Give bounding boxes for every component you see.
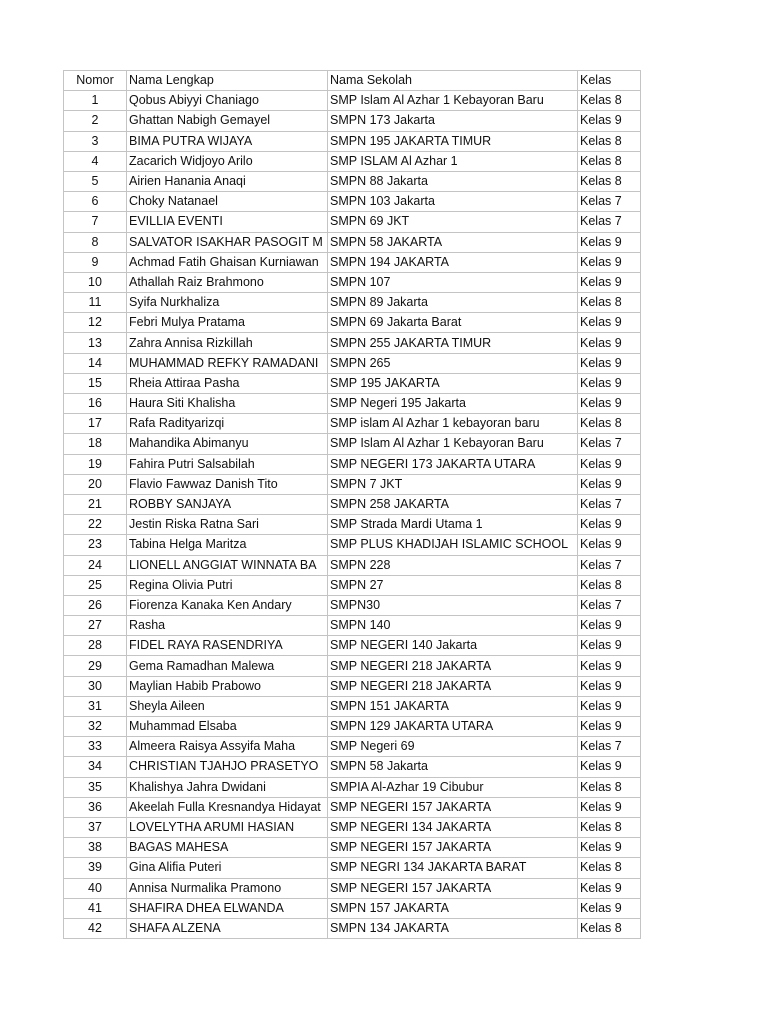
cell-nomor: 34 bbox=[64, 757, 127, 777]
table-row bbox=[64, 616, 641, 636]
cell-nama-lengkap: Annisa Nurmalika Pramono bbox=[127, 878, 328, 898]
cell-nomor: 31 bbox=[64, 696, 127, 716]
table-row bbox=[64, 918, 641, 938]
cell-nomor: 30 bbox=[64, 676, 127, 696]
cell-nomor: 32 bbox=[64, 717, 127, 737]
cell-nama-sekolah: SMP Islam Al Azhar 1 Kebayoran Baru bbox=[328, 91, 578, 111]
cell-nama-lengkap: MUHAMMAD REFKY RAMADANI bbox=[127, 353, 328, 373]
cell-kelas: Kelas 8 bbox=[578, 151, 641, 171]
cell-kelas: Kelas 9 bbox=[578, 797, 641, 817]
cell-kelas: Kelas 9 bbox=[578, 636, 641, 656]
cell-nama-lengkap: BAGAS MAHESA bbox=[127, 838, 328, 858]
cell-nama-lengkap: Rheia Attiraa Pasha bbox=[127, 373, 328, 393]
cell-nama-sekolah: SMPN 58 JAKARTA bbox=[328, 232, 578, 252]
cell-nama-sekolah: SMP NEGERI 134 JAKARTA bbox=[328, 817, 578, 837]
table-row bbox=[64, 656, 641, 676]
cell-nama-lengkap: Tabina Helga Maritza bbox=[127, 535, 328, 555]
table-row bbox=[64, 595, 641, 615]
cell-nama-lengkap: Rasha bbox=[127, 616, 328, 636]
cell-nomor: 3 bbox=[64, 131, 127, 151]
cell-nama-sekolah: SMPN 151 JAKARTA bbox=[328, 696, 578, 716]
table-row bbox=[64, 757, 641, 777]
cell-nomor: 41 bbox=[64, 898, 127, 918]
cell-nomor: 24 bbox=[64, 555, 127, 575]
cell-kelas: Kelas 7 bbox=[578, 595, 641, 615]
cell-nama-lengkap: SHAFA ALZENA bbox=[127, 918, 328, 938]
table-row bbox=[64, 434, 641, 454]
cell-nama-sekolah: SMP PLUS KHADIJAH ISLAMIC SCHOOL bbox=[328, 535, 578, 555]
table-row bbox=[64, 111, 641, 131]
cell-nama-lengkap: Haura Siti Khalisha bbox=[127, 394, 328, 414]
cell-nama-lengkap: Almeera Raisya Assyifa Maha bbox=[127, 737, 328, 757]
cell-nomor: 19 bbox=[64, 454, 127, 474]
cell-nama-sekolah: SMPN 140 bbox=[328, 616, 578, 636]
cell-kelas: Kelas 7 bbox=[578, 555, 641, 575]
cell-nama-sekolah: SMPN 255 JAKARTA TIMUR bbox=[328, 333, 578, 353]
cell-nama-sekolah: SMPN 69 Jakarta Barat bbox=[328, 313, 578, 333]
table-row bbox=[64, 858, 641, 878]
cell-nama-sekolah: SMPN 89 Jakarta bbox=[328, 293, 578, 313]
cell-nama-lengkap: Regina Olivia Putri bbox=[127, 575, 328, 595]
cell-nomor: 11 bbox=[64, 293, 127, 313]
table-row bbox=[64, 878, 641, 898]
cell-kelas: Kelas 9 bbox=[578, 373, 641, 393]
cell-nomor: 20 bbox=[64, 474, 127, 494]
table-row bbox=[64, 192, 641, 212]
table-row bbox=[64, 333, 641, 353]
cell-kelas: Kelas 9 bbox=[578, 313, 641, 333]
cell-nama-sekolah: SMPN 173 Jakarta bbox=[328, 111, 578, 131]
cell-nama-sekolah: SMP NEGERI 157 JAKARTA bbox=[328, 878, 578, 898]
cell-nama-lengkap: Airien Hanania Anaqi bbox=[127, 171, 328, 191]
cell-nomor: 6 bbox=[64, 192, 127, 212]
cell-nama-sekolah: SMPN 134 JAKARTA bbox=[328, 918, 578, 938]
cell-nama-sekolah: SMPN 194 JAKARTA bbox=[328, 252, 578, 272]
cell-nama-sekolah: SMPN 265 bbox=[328, 353, 578, 373]
cell-nama-sekolah: SMP NEGERI 218 JAKARTA bbox=[328, 676, 578, 696]
cell-nama-lengkap: Jestin Riska Ratna Sari bbox=[127, 515, 328, 535]
header-row bbox=[64, 71, 641, 91]
cell-nama-sekolah: SMPIA Al-Azhar 19 Cibubur bbox=[328, 777, 578, 797]
cell-kelas: Kelas 9 bbox=[578, 111, 641, 131]
cell-nomor: 25 bbox=[64, 575, 127, 595]
cell-nama-lengkap: Maylian Habib Prabowo bbox=[127, 676, 328, 696]
cell-kelas: Kelas 9 bbox=[578, 272, 641, 292]
table-row bbox=[64, 696, 641, 716]
cell-nama-sekolah: SMPN30 bbox=[328, 595, 578, 615]
cell-nama-lengkap: Fiorenza Kanaka Ken Andary bbox=[127, 595, 328, 615]
cell-nama-lengkap: ROBBY SANJAYA bbox=[127, 494, 328, 514]
table-row bbox=[64, 414, 641, 434]
table-row bbox=[64, 737, 641, 757]
table-row bbox=[64, 838, 641, 858]
cell-nomor: 27 bbox=[64, 616, 127, 636]
cell-nama-sekolah: SMPN 58 Jakarta bbox=[328, 757, 578, 777]
cell-kelas: Kelas 9 bbox=[578, 535, 641, 555]
cell-nama-lengkap: Gina Alifia Puteri bbox=[127, 858, 328, 878]
cell-kelas: Kelas 8 bbox=[578, 817, 641, 837]
table-row bbox=[64, 171, 641, 191]
table-row bbox=[64, 212, 641, 232]
cell-nama-sekolah: SMP Negeri 195 Jakarta bbox=[328, 394, 578, 414]
cell-nama-lengkap: Mahandika Abimanyu bbox=[127, 434, 328, 454]
table-row bbox=[64, 454, 641, 474]
cell-kelas: Kelas 9 bbox=[578, 454, 641, 474]
table-row bbox=[64, 151, 641, 171]
cell-kelas: Kelas 8 bbox=[578, 414, 641, 434]
cell-nama-lengkap: SHAFIRA DHEA ELWANDA bbox=[127, 898, 328, 918]
cell-nomor: 10 bbox=[64, 272, 127, 292]
column-header-nomor: Nomor bbox=[64, 71, 127, 91]
table-row bbox=[64, 232, 641, 252]
cell-nama-sekolah: SMP NEGERI 140 Jakarta bbox=[328, 636, 578, 656]
table-row bbox=[64, 797, 641, 817]
cell-nama-sekolah: SMPN 258 JAKARTA bbox=[328, 494, 578, 514]
cell-kelas: Kelas 9 bbox=[578, 696, 641, 716]
cell-nomor: 37 bbox=[64, 817, 127, 837]
cell-kelas: Kelas 8 bbox=[578, 918, 641, 938]
cell-kelas: Kelas 9 bbox=[578, 676, 641, 696]
cell-nomor: 5 bbox=[64, 171, 127, 191]
cell-kelas: Kelas 9 bbox=[578, 838, 641, 858]
table-row bbox=[64, 575, 641, 595]
cell-nama-lengkap: Zahra Annisa Rizkillah bbox=[127, 333, 328, 353]
cell-kelas: Kelas 9 bbox=[578, 394, 641, 414]
cell-nomor: 29 bbox=[64, 656, 127, 676]
cell-nama-sekolah: SMP NEGERI 157 JAKARTA bbox=[328, 838, 578, 858]
cell-nama-sekolah: SMP Islam Al Azhar 1 Kebayoran Baru bbox=[328, 434, 578, 454]
cell-nomor: 33 bbox=[64, 737, 127, 757]
cell-nomor: 22 bbox=[64, 515, 127, 535]
cell-nama-sekolah: SMP NEGRI 134 JAKARTA BARAT bbox=[328, 858, 578, 878]
cell-nama-lengkap: Syifa Nurkhaliza bbox=[127, 293, 328, 313]
cell-nomor: 7 bbox=[64, 212, 127, 232]
cell-kelas: Kelas 9 bbox=[578, 616, 641, 636]
table-row bbox=[64, 313, 641, 333]
cell-kelas: Kelas 9 bbox=[578, 878, 641, 898]
cell-nama-sekolah: SMP Negeri 69 bbox=[328, 737, 578, 757]
cell-nama-lengkap: Fahira Putri Salsabilah bbox=[127, 454, 328, 474]
cell-nama-sekolah: SMPN 107 bbox=[328, 272, 578, 292]
cell-kelas: Kelas 9 bbox=[578, 717, 641, 737]
cell-nomor: 40 bbox=[64, 878, 127, 898]
cell-kelas: Kelas 8 bbox=[578, 171, 641, 191]
cell-nama-lengkap: BIMA PUTRA WIJAYA bbox=[127, 131, 328, 151]
cell-nomor: 18 bbox=[64, 434, 127, 454]
cell-kelas: Kelas 9 bbox=[578, 333, 641, 353]
cell-kelas: Kelas 9 bbox=[578, 898, 641, 918]
cell-nomor: 21 bbox=[64, 494, 127, 514]
cell-nama-lengkap: LOVELYTHA ARUMI HASIAN bbox=[127, 817, 328, 837]
cell-nomor: 16 bbox=[64, 394, 127, 414]
cell-kelas: Kelas 8 bbox=[578, 91, 641, 111]
cell-kelas: Kelas 8 bbox=[578, 858, 641, 878]
cell-nomor: 36 bbox=[64, 797, 127, 817]
cell-kelas: Kelas 9 bbox=[578, 656, 641, 676]
table-body bbox=[64, 91, 641, 939]
cell-nama-lengkap: Zacarich Widjoyo Arilo bbox=[127, 151, 328, 171]
table-row bbox=[64, 817, 641, 837]
cell-kelas: Kelas 9 bbox=[578, 474, 641, 494]
cell-nomor: 13 bbox=[64, 333, 127, 353]
cell-kelas: Kelas 7 bbox=[578, 494, 641, 514]
table-row bbox=[64, 515, 641, 535]
cell-nama-sekolah: SMPN 157 JAKARTA bbox=[328, 898, 578, 918]
cell-nama-sekolah: SMP NEGERI 173 JAKARTA UTARA bbox=[328, 454, 578, 474]
table-row bbox=[64, 91, 641, 111]
cell-kelas: Kelas 9 bbox=[578, 232, 641, 252]
cell-nomor: 14 bbox=[64, 353, 127, 373]
cell-nomor: 1 bbox=[64, 91, 127, 111]
cell-nama-lengkap: CHRISTIAN TJAHJO PRASETYO bbox=[127, 757, 328, 777]
cell-kelas: Kelas 8 bbox=[578, 293, 641, 313]
cell-nomor: 42 bbox=[64, 918, 127, 938]
cell-nomor: 12 bbox=[64, 313, 127, 333]
table-row bbox=[64, 293, 641, 313]
table-row bbox=[64, 777, 641, 797]
cell-nama-lengkap: Febri Mulya Pratama bbox=[127, 313, 328, 333]
cell-nomor: 8 bbox=[64, 232, 127, 252]
table-row bbox=[64, 535, 641, 555]
table-row bbox=[64, 131, 641, 151]
cell-nama-lengkap: Gema Ramadhan Malewa bbox=[127, 656, 328, 676]
cell-kelas: Kelas 9 bbox=[578, 515, 641, 535]
cell-kelas: Kelas 8 bbox=[578, 131, 641, 151]
cell-nama-lengkap: Qobus Abiyyi Chaniago bbox=[127, 91, 328, 111]
cell-nomor: 23 bbox=[64, 535, 127, 555]
cell-nomor: 28 bbox=[64, 636, 127, 656]
cell-kelas: Kelas 8 bbox=[578, 575, 641, 595]
student-table bbox=[63, 70, 641, 939]
column-header-nama-lengkap: Nama Lengkap bbox=[127, 71, 328, 91]
cell-kelas: Kelas 7 bbox=[578, 737, 641, 757]
column-header-nama-sekolah: Nama Sekolah bbox=[328, 71, 578, 91]
cell-kelas: Kelas 9 bbox=[578, 757, 641, 777]
cell-nama-sekolah: SMP Strada Mardi Utama 1 bbox=[328, 515, 578, 535]
cell-nama-sekolah: SMP NEGERI 218 JAKARTA bbox=[328, 656, 578, 676]
cell-kelas: Kelas 7 bbox=[578, 212, 641, 232]
cell-nama-sekolah: SMPN 195 JAKARTA TIMUR bbox=[328, 131, 578, 151]
cell-kelas: Kelas 9 bbox=[578, 353, 641, 373]
cell-nama-sekolah: SMPN 103 Jakarta bbox=[328, 192, 578, 212]
table-row bbox=[64, 636, 641, 656]
table-row bbox=[64, 676, 641, 696]
cell-nomor: 2 bbox=[64, 111, 127, 131]
cell-nama-lengkap: Rafa Radityarizqi bbox=[127, 414, 328, 434]
cell-nomor: 26 bbox=[64, 595, 127, 615]
table-row bbox=[64, 898, 641, 918]
table-row bbox=[64, 494, 641, 514]
cell-kelas: Kelas 8 bbox=[578, 777, 641, 797]
cell-nama-lengkap: Muhammad Elsaba bbox=[127, 717, 328, 737]
cell-nomor: 15 bbox=[64, 373, 127, 393]
cell-nama-lengkap: SALVATOR ISAKHAR PASOGIT M bbox=[127, 232, 328, 252]
cell-nama-sekolah: SMP NEGERI 157 JAKARTA bbox=[328, 797, 578, 817]
cell-nama-sekolah: SMPN 129 JAKARTA UTARA bbox=[328, 717, 578, 737]
cell-nama-sekolah: SMPN 7 JKT bbox=[328, 474, 578, 494]
table-row bbox=[64, 474, 641, 494]
cell-kelas: Kelas 9 bbox=[578, 252, 641, 272]
cell-nama-lengkap: Achmad Fatih Ghaisan Kurniawan bbox=[127, 252, 328, 272]
table-row bbox=[64, 717, 641, 737]
cell-nama-sekolah: SMP 195 JAKARTA bbox=[328, 373, 578, 393]
table-row bbox=[64, 373, 641, 393]
table-row bbox=[64, 252, 641, 272]
cell-kelas: Kelas 7 bbox=[578, 434, 641, 454]
cell-nama-lengkap: Ghattan Nabigh Gemayel bbox=[127, 111, 328, 131]
table-row bbox=[64, 353, 641, 373]
cell-nomor: 17 bbox=[64, 414, 127, 434]
cell-nama-sekolah: SMPN 69 JKT bbox=[328, 212, 578, 232]
cell-nomor: 39 bbox=[64, 858, 127, 878]
cell-nama-lengkap: Sheyla Aileen bbox=[127, 696, 328, 716]
cell-nomor: 9 bbox=[64, 252, 127, 272]
cell-nama-lengkap: FIDEL RAYA RASENDRIYA bbox=[127, 636, 328, 656]
cell-nama-lengkap: LIONELL ANGGIAT WINNATA BA bbox=[127, 555, 328, 575]
table-row bbox=[64, 394, 641, 414]
cell-nama-lengkap: Choky Natanael bbox=[127, 192, 328, 212]
cell-nomor: 35 bbox=[64, 777, 127, 797]
table-row bbox=[64, 272, 641, 292]
cell-nama-lengkap: Athallah Raiz Brahmono bbox=[127, 272, 328, 292]
cell-nama-sekolah: SMPN 228 bbox=[328, 555, 578, 575]
cell-nama-lengkap: Flavio Fawwaz Danish Tito bbox=[127, 474, 328, 494]
cell-nama-lengkap: EVILLIA EVENTI bbox=[127, 212, 328, 232]
cell-nama-lengkap: Khalishya Jahra Dwidani bbox=[127, 777, 328, 797]
cell-nama-sekolah: SMPN 27 bbox=[328, 575, 578, 595]
cell-kelas: Kelas 7 bbox=[578, 192, 641, 212]
cell-nomor: 38 bbox=[64, 838, 127, 858]
cell-nama-sekolah: SMP islam Al Azhar 1 kebayoran baru bbox=[328, 414, 578, 434]
table-row bbox=[64, 555, 641, 575]
cell-nama-lengkap: Akeelah Fulla Kresnandya Hidayat bbox=[127, 797, 328, 817]
column-header-kelas: Kelas bbox=[578, 71, 641, 91]
cell-nomor: 4 bbox=[64, 151, 127, 171]
cell-nama-sekolah: SMPN 88 Jakarta bbox=[328, 171, 578, 191]
cell-nama-sekolah: SMP ISLAM Al Azhar 1 bbox=[328, 151, 578, 171]
